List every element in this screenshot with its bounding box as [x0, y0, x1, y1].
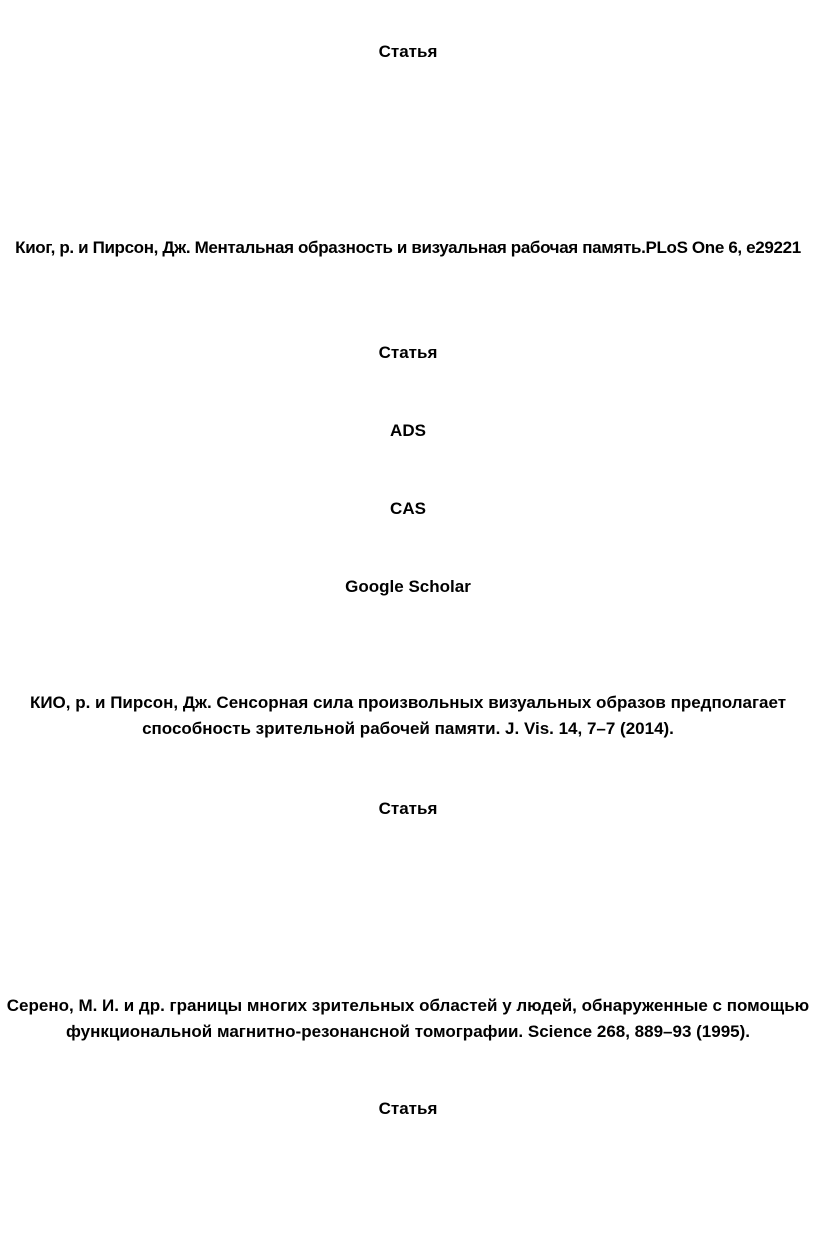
article-link[interactable]: Статья	[378, 799, 438, 818]
reference-keogh-2014	[0, 690, 816, 742]
reference-line: функциональной магнитно-резонансной томографии. Science 268, 889–93 (1995).	[66, 1022, 750, 1041]
reference-sereno-1995	[0, 993, 816, 1045]
google-scholar-link[interactable]: Google Scholar	[345, 577, 471, 596]
reference-line: Серено, М. И. и др. границы многих зрительных областей у людей, обнаруженные с помощью	[6, 996, 810, 1015]
article-link[interactable]: Статья	[378, 42, 438, 61]
reference-keogh-2011-text: Киог, р. и Пирсон, Дж. Ментальная образность и визуальная рабочая память.PLoS One 6, e29221	[15, 238, 801, 257]
article-link[interactable]: Статья	[378, 343, 438, 362]
article-link[interactable]: Статья	[378, 1099, 438, 1118]
ads-link[interactable]: ADS	[390, 421, 426, 440]
reference-line: КИО, р. и Пирсон, Дж. Сенсорная сила произвольных визуальных образов предполагает	[29, 693, 787, 712]
cas-link[interactable]: CAS	[390, 499, 426, 518]
reference-line: способность зрительной рабочей памяти. J. Vis. 14, 7–7 (2014).	[142, 719, 674, 738]
